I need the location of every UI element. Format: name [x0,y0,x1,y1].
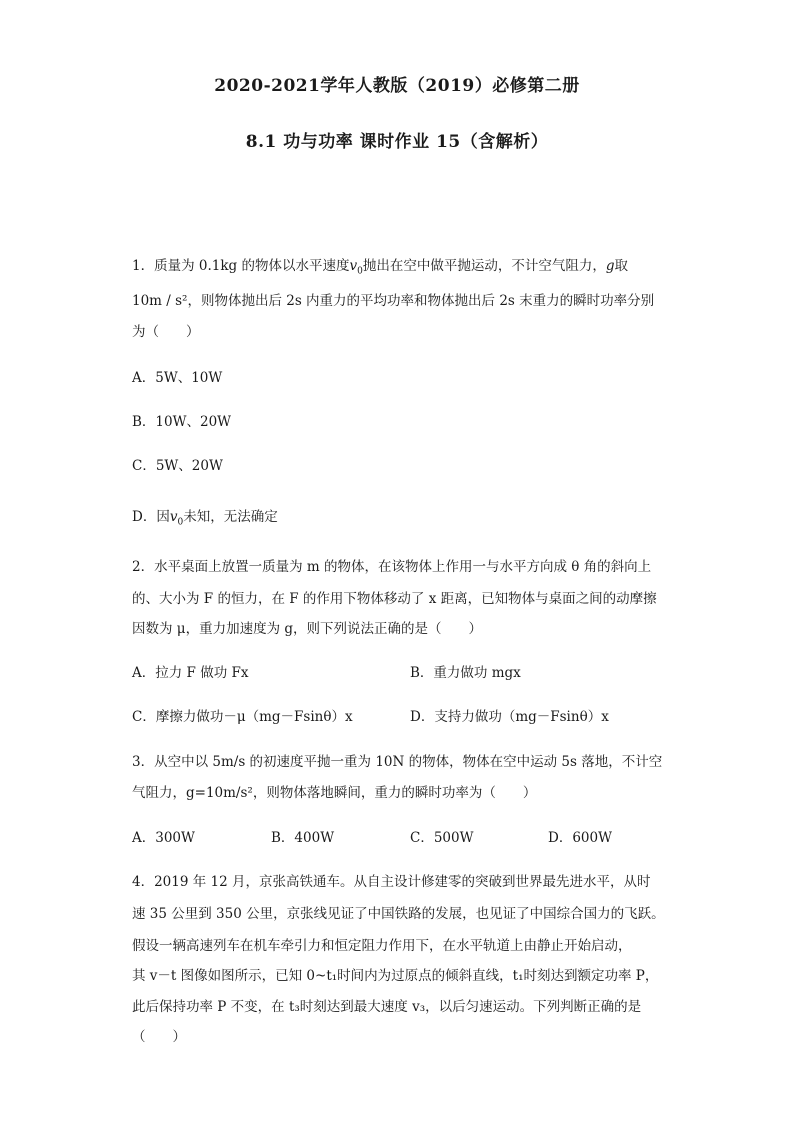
q2-option-d: D．支持力做功（mg－Fsinθ）x [410,709,609,725]
q3-stem-line-1: 3．从空中以 5m/s 的初速度平抛一重为 10N 的物体，物体在空中运动 5s 落地，不计空 [132,754,663,770]
q4-stem-line-2: 速 35 公里到 350 公里，京张线见证了中国铁路的发展，也见证了中国综合国力的飞跃。 [132,906,665,922]
q1-text-a: 1．质量为 0.1kg 的物体以水平速度 [132,258,350,274]
q4-stem-line-4: 其 v－t 图像如图所示，已知 0~t₁时间内为过原点的倾斜直线，t₁时刻达到额定功率 P， [132,968,659,984]
q1-g: g [605,258,615,274]
q1-v0: v [349,258,358,274]
q4-stem-line-6: （ ） [132,1029,186,1045]
q2-option-c: C．摩擦力做功－μ（mg－Fsinθ）x [132,709,353,725]
q4-stem-line-1: 4．2019 年 12 月，京张高铁通车。从自主设计修建零的突破到世界最先进水平，从时 [132,874,651,890]
q1-option-d-v: v [169,509,178,525]
q1-option-d-text-b: 未知，无法确定 [183,509,278,525]
q4-stem-line-3: 假设一辆高速列车在机车牵引力和恒定阻力作用下，在水平轨道上由静止开始启动， [132,938,632,954]
q1-option-d [132,507,278,533]
q1-option-b: B．10W、20W [132,414,232,430]
q4-stem-line-5: 此后保持功率 P 不变，在 t₃时刻达到最大速度 v₃，以后匀速运动。下列判断正确的是 [132,999,642,1015]
q3-option-c: C．500W [410,830,474,846]
q3-option-b: B．400W [271,830,335,846]
q1-v0-sub: 0 [357,266,363,277]
q1-stem-line-2: 10m / s²，则物体抛出后 2s 内重力的平均功率和物体抛出后 2s 末重力的瞬时功率分别 [132,293,655,309]
q2-stem-line-3: 因数为 μ，重力加速度为 g，则下列说法正确的是（ ） [132,621,482,637]
q1-stem-line-3: 为（ ） [132,324,200,340]
q1-stem-line-1 [132,256,628,282]
q2-option-a: A．拉力 F 做功 Fx [132,665,249,681]
q3-option-a: A．300W [132,830,195,846]
document-title-line-1: 2020-2021学年人教版（2019）必修第二册 [214,76,580,96]
q2-option-b: B．重力做功 mgx [410,665,521,681]
q3-stem-line-2: 气阻力，g=10m/s²，则物体落地瞬间，重力的瞬时功率为（ ） [132,785,537,801]
q2-stem-line-1: 2．水平桌面上放置一质量为 m 的物体，在该物体上作用一与水平方向成 θ 角的斜向上 [132,559,652,575]
q1-text-b: 抛出在空中做平抛运动，不计空气阻力， [362,258,606,274]
q1-text-c: 取 [614,258,628,274]
q1-option-c: C．5W、20W [132,458,223,474]
q3-option-d: D．600W [548,830,612,846]
q1-option-d-text-a: D．因 [132,509,170,525]
q1-option-d-sub: 0 [177,517,184,528]
document-title-line-2: 8.1 功与功率 课时作业 15（含解析） [245,132,549,152]
q1-option-a: A．5W、10W [132,370,223,386]
q2-stem-line-2: 的、大小为 F 的恒力，在 F 的作用下物体移动了 x 距离，已知物体与桌面之间的动摩擦 [132,591,657,607]
